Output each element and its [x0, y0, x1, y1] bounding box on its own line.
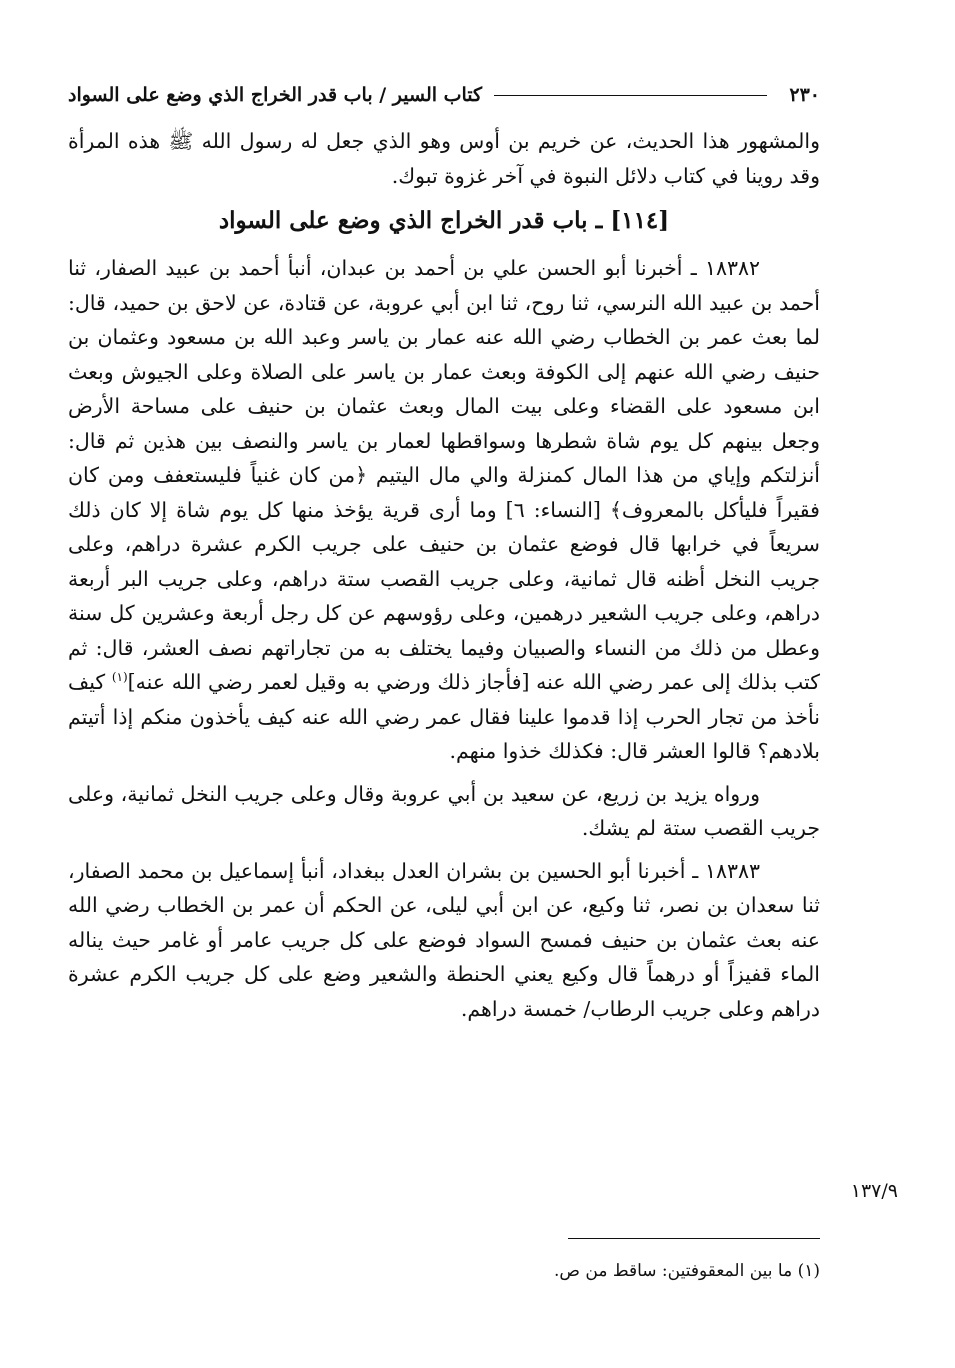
footnote-rule — [568, 1238, 820, 1239]
running-title: كتاب السير / باب قدر الخراج الذي وضع على السواد — [68, 84, 483, 106]
chapter-title: [١١٤] ـ باب قدر الخراج الذي وضع على السواد — [218, 207, 670, 234]
paragraph-yazid: ورواه يزيد بن زريع، عن سعيد بن أبي عروبة وقال وعلى جريب النخل ثمانية، وعلى جريب القصب ستة لم يشك. — [68, 781, 820, 840]
body-text — [68, 124, 820, 1026]
margin-reference: ١٣٧/٩ — [850, 1180, 898, 1202]
page-number: ٢٣٠ — [789, 84, 820, 106]
paragraph-intro: والمشهور هذا الحديث، عن خريم بن أوس وهو الذي جعل له رسول الله ﷺ هذه المرأة وقد روينا في كتاب دلائل النبوة في آخر غزوة تبوك. — [68, 129, 820, 188]
hadith-18383: ١٨٣٨٣ ـ أخبرنا أبو الحسين بن بشران العدل ببغداد، أنبأ إسماعيل بن محمد الصفار، ثنا سعدان بن نصر، ثنا وكيع، عن ابن أبي ليلى، عن الحكم أن عمر بن الخطاب رضي الله عنه بعث عثمان بن حنيف فمسح السواد فوضع على كل جريب عامر أو غامر حيث يناله الماء قفيزاً أو درهماً قال وكيع يعني الحنطة والشعير وضع على كل جريب الكرم عشرة دراهم وعلى جريب الرطاب/ خمسة دراهم. — [68, 858, 820, 1021]
header-rule — [494, 95, 767, 96]
hadith-18382-text: ١٨٣٨٢ ـ أخبرنا أبو الحسن علي بن أحمد بن عبدان، أنبأ أحمد بن عبيد الصفار، ثنا أحمد بن عبيد الله النرسي، ثنا روح، ثنا ابن أبي عروبة، عن قتادة، عن لاحق بن حميد، قال: لما بعث عمر بن الخطاب رضي الله عنه عمار بن ياسر وعبد الله بن مسعود وعثمان بن حنيف رضي الله عنهم إلى الكوفة وبعث عمار بن ياسر على الصلاة وعلى الجيوش وبعث ابن مسعود على القضاء وعلى بيت المال وبعث عثمان بن حنيف على مساحة الأرض وجعل بينهم كل يوم شاة شطرها وسواقطها لعمار بن ياسر والنصف بين هذين ثم قال: أنزلتكم وإياي من هذا المال كمنزلة والي مال اليتيم ﴿من كان غنياً فليستعفف ومن كان فقيراً فليأكل بالمعروف﴾ [النساء: ٦] وما أرى قرية يؤخذ منها كل يوم شاة إلا كان ذلك سريعاً في خرابها قال فوضع عثمان بن حنيف على جريب الكرم عشرة دراهم، وعلى جريب النخل أظنه قال ثمانية، وعلى جريب القصب ستة دراهم، وعلى جريب البر أربعة دراهم، وعلى جريب الشعير درهمين، وعلى رؤوسهم عن كل رجل أربعة وعشرين كل سنة وعطل من ذلك من النساء والصبيان وفيما يختلف به من تجاراتهم نصف العشر، قال: ثم كتب بذلك إلى عمر رضي الله عنه [فأجاز ذلك ورضي به وقيل لعمر رضي الله عنه] — [68, 256, 820, 694]
hadith-18382-continuation: كيف نأخذ من تجار الحرب إذا قدموا علينا فقال عمر رضي الله عنه كيف يأخذون منكم إذا أتيتم بلادهم؟ قالوا العشر قال: فكذلك خذوا منهم. — [68, 670, 820, 763]
footnote-marker: (١) — [111, 670, 128, 685]
page-header — [68, 78, 820, 112]
footnote: (١) ما بين المعقوفتين: ساقط من ص. — [554, 1261, 820, 1281]
hadith-18382 — [68, 251, 820, 769]
